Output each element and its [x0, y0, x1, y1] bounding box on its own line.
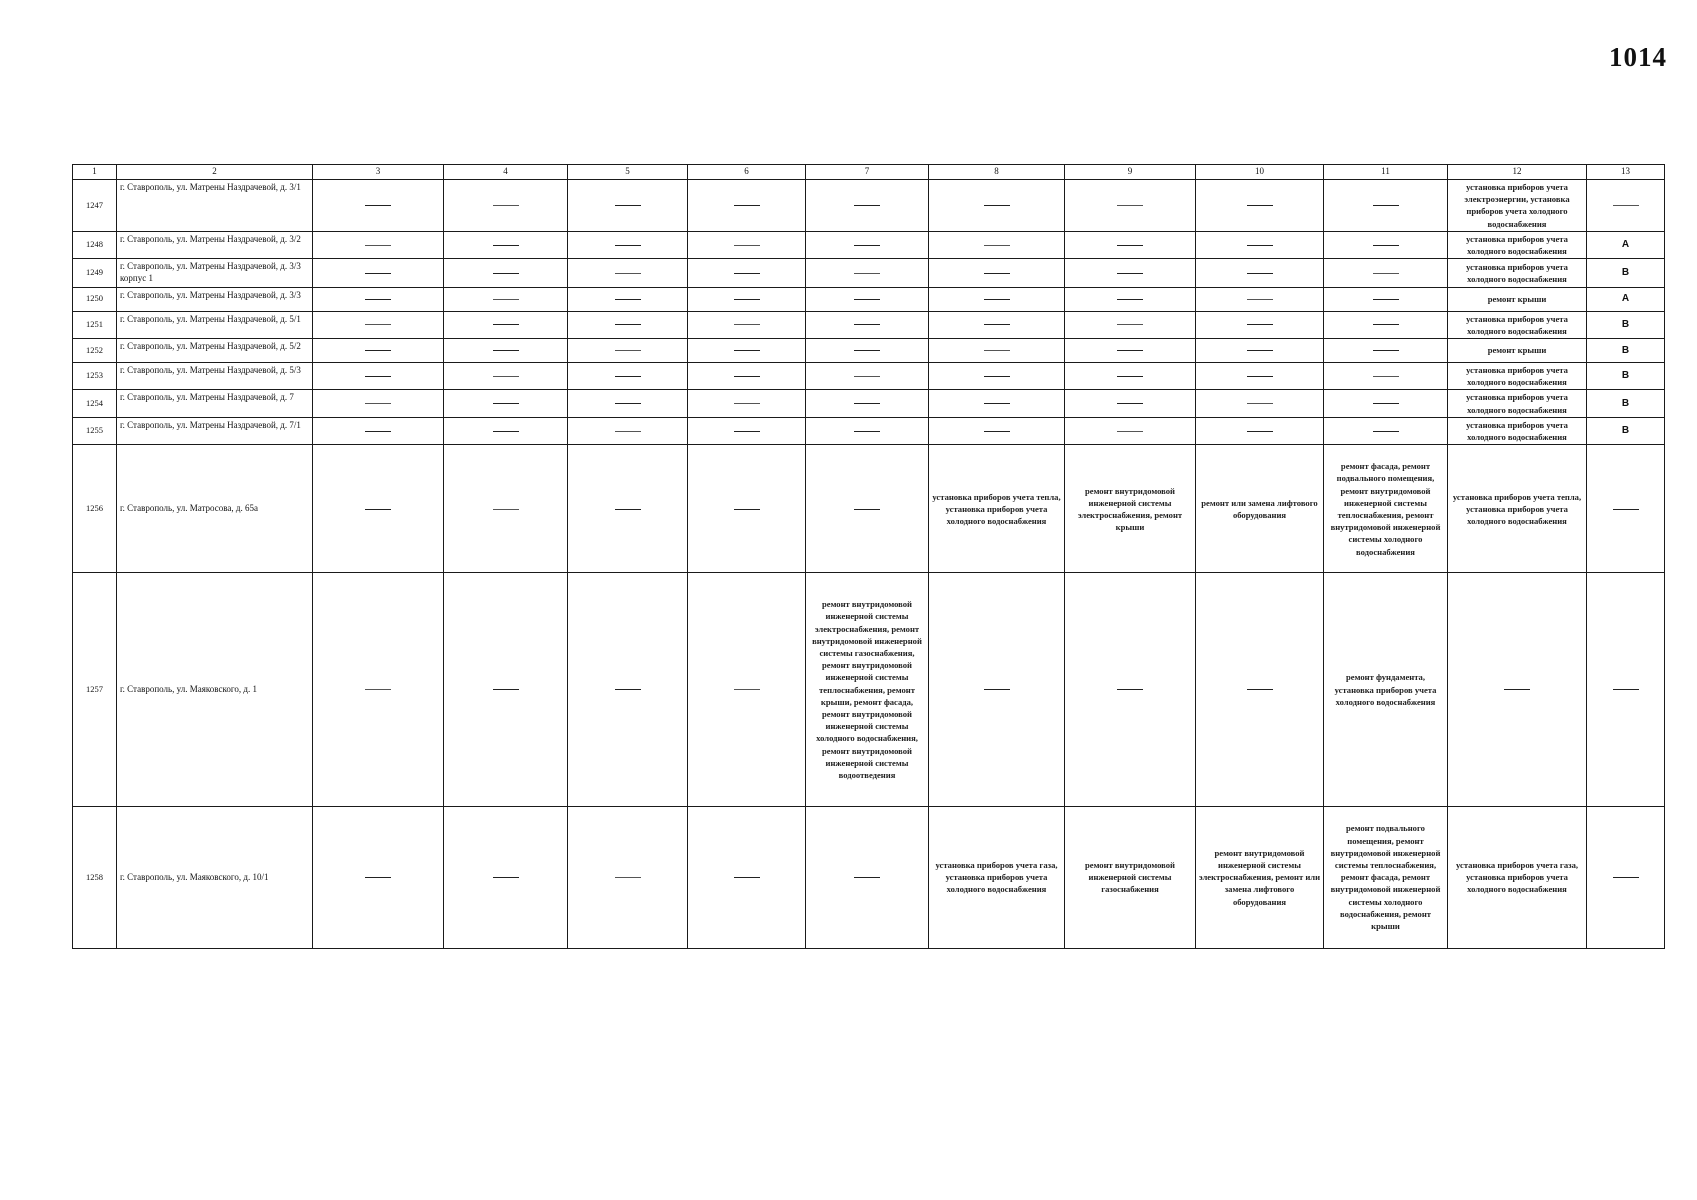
row-number-cell: 1248	[73, 231, 117, 258]
empty-cell	[806, 806, 929, 948]
table-row	[73, 231, 1665, 258]
empty-dash	[365, 350, 391, 351]
empty-dash	[615, 299, 641, 300]
empty-dash	[365, 245, 391, 246]
empty-cell	[929, 363, 1065, 390]
empty-cell	[688, 311, 806, 338]
empty-dash	[365, 299, 391, 300]
empty-cell	[1196, 573, 1324, 806]
work-cell: установка приборов учета холодного водоснабжения	[1448, 259, 1587, 287]
empty-dash	[365, 273, 391, 274]
empty-dash	[984, 299, 1010, 300]
header-cell: 9	[1065, 165, 1196, 180]
empty-dash	[1117, 689, 1143, 690]
empty-cell	[1065, 390, 1196, 417]
empty-cell	[568, 573, 688, 806]
empty-cell	[1065, 417, 1196, 444]
header-cell: 6	[688, 165, 806, 180]
empty-dash	[734, 509, 760, 510]
empty-cell	[444, 259, 568, 287]
header-cell: 11	[1324, 165, 1448, 180]
header-cell: 3	[313, 165, 444, 180]
empty-dash	[1247, 245, 1273, 246]
empty-cell	[929, 390, 1065, 417]
empty-cell	[688, 806, 806, 948]
work-cell: установка приборов учета тепла, установка приборов учета холодного водоснабжения	[1448, 445, 1587, 573]
empty-dash	[854, 350, 880, 351]
empty-dash	[734, 376, 760, 377]
empty-dash	[493, 350, 519, 351]
empty-cell	[568, 311, 688, 338]
empty-dash	[493, 877, 519, 878]
work-cell: установка приборов учета тепла, установка приборов учета холодного водоснабжения	[929, 445, 1065, 573]
empty-cell	[568, 363, 688, 390]
work-cell: ремонт крыши	[1448, 339, 1587, 363]
empty-cell	[1065, 573, 1196, 806]
empty-cell	[1587, 180, 1665, 232]
empty-dash	[734, 431, 760, 432]
category-cell: В	[1587, 259, 1665, 287]
empty-cell	[313, 180, 444, 232]
empty-cell	[1196, 390, 1324, 417]
row-number-cell: 1250	[73, 287, 117, 311]
empty-cell	[313, 806, 444, 948]
address-cell: г. Ставрополь, ул. Матрены Наздрачевой, д. 7	[117, 390, 313, 417]
empty-cell	[568, 259, 688, 287]
empty-cell	[806, 339, 929, 363]
empty-dash	[493, 299, 519, 300]
row-number-cell: 1247	[73, 180, 117, 232]
empty-dash	[734, 689, 760, 690]
header-cell: 7	[806, 165, 929, 180]
empty-dash	[1613, 877, 1639, 878]
empty-cell	[444, 417, 568, 444]
empty-cell	[313, 259, 444, 287]
empty-dash	[984, 350, 1010, 351]
header-cell: 4	[444, 165, 568, 180]
empty-cell	[568, 417, 688, 444]
empty-dash	[1247, 431, 1273, 432]
empty-cell	[1065, 180, 1196, 232]
work-cell: ремонт подвального помещения, ремонт внутридомовой инженерной системы теплоснабжения, ремонт фасада, ремонт внутридомовой инженерной системы холодного водоснабжения, ремонт крыши	[1324, 806, 1448, 948]
empty-cell	[444, 287, 568, 311]
empty-dash	[493, 431, 519, 432]
page-number: 1014	[1609, 42, 1667, 72]
category-cell: А	[1587, 231, 1665, 258]
empty-cell	[929, 311, 1065, 338]
empty-cell	[1065, 311, 1196, 338]
header-cell: 1	[73, 165, 117, 180]
work-cell: установка приборов учета электроэнергии, установка приборов учета холодного водоснабжения	[1448, 180, 1587, 232]
empty-cell	[688, 259, 806, 287]
empty-cell	[688, 287, 806, 311]
empty-dash	[1613, 205, 1639, 206]
row-number-cell: 1257	[73, 573, 117, 806]
table-row	[73, 180, 1665, 232]
empty-dash	[1117, 245, 1143, 246]
empty-dash	[734, 403, 760, 404]
empty-dash	[984, 689, 1010, 690]
empty-cell	[313, 573, 444, 806]
empty-dash	[1247, 324, 1273, 325]
empty-dash	[1117, 324, 1143, 325]
empty-cell	[313, 417, 444, 444]
empty-cell	[444, 573, 568, 806]
work-cell: ремонт крыши	[1448, 287, 1587, 311]
empty-dash	[1117, 205, 1143, 206]
empty-cell	[806, 231, 929, 258]
empty-cell	[806, 363, 929, 390]
empty-dash	[365, 509, 391, 510]
empty-cell	[929, 259, 1065, 287]
table-row	[73, 806, 1665, 948]
work-cell: ремонт внутридомовой инженерной системы электроснабжения, ремонт внутридомовой инженерной системы газоснабжения, ремонт внутридомовой инженерной системы теплоснабжения, ремонт крыши, ремонт фасада, ремонт внутридомовой инженерной системы холодного водоснабжения, ремонт внутридомовой инженерной системы водоотведения	[806, 573, 929, 806]
empty-dash	[734, 877, 760, 878]
empty-dash	[493, 403, 519, 404]
address-cell: г. Ставрополь, ул. Матрены Наздрачевой, д. 7/1	[117, 417, 313, 444]
empty-cell	[1065, 287, 1196, 311]
empty-dash	[984, 431, 1010, 432]
work-cell: ремонт фундамента, установка приборов учета холодного водоснабжения	[1324, 573, 1448, 806]
address-cell: г. Ставрополь, ул. Матрены Наздрачевой, д. 5/2	[117, 339, 313, 363]
empty-dash	[615, 403, 641, 404]
empty-dash	[734, 245, 760, 246]
empty-dash	[984, 324, 1010, 325]
empty-dash	[365, 403, 391, 404]
empty-cell	[313, 445, 444, 573]
empty-cell	[806, 445, 929, 573]
empty-dash	[734, 299, 760, 300]
empty-cell	[1196, 311, 1324, 338]
category-cell: В	[1587, 390, 1665, 417]
table-row	[73, 259, 1665, 287]
empty-dash	[984, 245, 1010, 246]
empty-dash	[493, 273, 519, 274]
work-cell: установка приборов учета холодного водоснабжения	[1448, 363, 1587, 390]
empty-cell	[1324, 180, 1448, 232]
empty-cell	[568, 287, 688, 311]
row-number-cell: 1254	[73, 390, 117, 417]
empty-dash	[1504, 689, 1530, 690]
empty-cell	[313, 390, 444, 417]
empty-dash	[1247, 273, 1273, 274]
empty-cell	[1587, 806, 1665, 948]
empty-cell	[688, 339, 806, 363]
row-number-cell: 1249	[73, 259, 117, 287]
empty-dash	[1247, 689, 1273, 690]
work-cell: установка приборов учета холодного водоснабжения	[1448, 417, 1587, 444]
empty-dash	[1247, 299, 1273, 300]
empty-cell	[313, 339, 444, 363]
header-cell: 5	[568, 165, 688, 180]
empty-dash	[1373, 403, 1399, 404]
empty-cell	[1196, 339, 1324, 363]
empty-dash	[854, 403, 880, 404]
header-cell: 12	[1448, 165, 1587, 180]
empty-cell	[806, 417, 929, 444]
empty-dash	[984, 205, 1010, 206]
empty-cell	[929, 573, 1065, 806]
table-row	[73, 287, 1665, 311]
row-number-cell: 1253	[73, 363, 117, 390]
empty-cell	[568, 390, 688, 417]
row-number-cell: 1251	[73, 311, 117, 338]
address-cell: г. Ставрополь, ул. Матрены Наздрачевой, д. 5/3	[117, 363, 313, 390]
work-cell: ремонт внутридомовой инженерной системы электроснабжения, ремонт крыши	[1065, 445, 1196, 573]
empty-dash	[1247, 376, 1273, 377]
category-cell: В	[1587, 311, 1665, 338]
empty-dash	[1373, 431, 1399, 432]
empty-dash	[615, 431, 641, 432]
address-cell: г. Ставрополь, ул. Матросова, д. 65а	[117, 445, 313, 573]
work-cell: установка приборов учета газа, установка приборов учета холодного водоснабжения	[1448, 806, 1587, 948]
empty-cell	[929, 417, 1065, 444]
empty-cell	[444, 180, 568, 232]
category-cell: А	[1587, 287, 1665, 311]
empty-cell	[313, 287, 444, 311]
empty-dash	[365, 324, 391, 325]
empty-cell	[688, 231, 806, 258]
empty-dash	[1117, 403, 1143, 404]
empty-cell	[1065, 259, 1196, 287]
header-cell: 2	[117, 165, 313, 180]
empty-dash	[1247, 205, 1273, 206]
header-row	[73, 165, 1665, 180]
empty-cell	[806, 259, 929, 287]
empty-dash	[984, 403, 1010, 404]
row-number-cell: 1255	[73, 417, 117, 444]
empty-dash	[854, 299, 880, 300]
table-row	[73, 339, 1665, 363]
address-cell: г. Ставрополь, ул. Матрены Наздрачевой, д. 3/2	[117, 231, 313, 258]
empty-cell	[1196, 417, 1324, 444]
empty-dash	[1117, 350, 1143, 351]
empty-cell	[1324, 259, 1448, 287]
table-row	[73, 390, 1665, 417]
empty-dash	[365, 376, 391, 377]
empty-dash	[1373, 324, 1399, 325]
empty-cell	[688, 180, 806, 232]
empty-dash	[493, 324, 519, 325]
empty-dash	[984, 273, 1010, 274]
empty-dash	[734, 350, 760, 351]
category-cell: В	[1587, 417, 1665, 444]
empty-cell	[1324, 339, 1448, 363]
header-cell: 13	[1587, 165, 1665, 180]
empty-dash	[493, 509, 519, 510]
empty-dash	[493, 376, 519, 377]
work-cell: установка приборов учета холодного водоснабжения	[1448, 311, 1587, 338]
empty-cell	[1065, 363, 1196, 390]
empty-cell	[1587, 573, 1665, 806]
empty-dash	[365, 205, 391, 206]
empty-cell	[1196, 259, 1324, 287]
work-cell: ремонт фасада, ремонт подвального помещения, ремонт внутридомовой инженерной системы теплоснабжения, ремонт внутридомовой инженерной системы холодного водоснабжения	[1324, 445, 1448, 573]
empty-cell	[929, 231, 1065, 258]
empty-dash	[1117, 376, 1143, 377]
empty-dash	[615, 509, 641, 510]
empty-dash	[615, 273, 641, 274]
empty-dash	[1117, 299, 1143, 300]
empty-dash	[1117, 273, 1143, 274]
empty-dash	[365, 689, 391, 690]
empty-dash	[615, 324, 641, 325]
row-number-cell: 1252	[73, 339, 117, 363]
table-row	[73, 417, 1665, 444]
empty-cell	[444, 231, 568, 258]
empty-cell	[688, 573, 806, 806]
empty-dash	[1247, 350, 1273, 351]
header-cell: 10	[1196, 165, 1324, 180]
empty-dash	[734, 205, 760, 206]
empty-cell	[1324, 363, 1448, 390]
empty-dash	[854, 431, 880, 432]
work-cell: ремонт внутридомовой инженерной системы электроснабжения, ремонт или замена лифтового оборудования	[1196, 806, 1324, 948]
empty-dash	[1373, 273, 1399, 274]
address-cell: г. Ставрополь, ул. Маяковского, д. 1	[117, 573, 313, 806]
empty-dash	[1373, 245, 1399, 246]
empty-dash	[854, 273, 880, 274]
empty-dash	[734, 273, 760, 274]
empty-cell	[568, 231, 688, 258]
empty-dash	[615, 245, 641, 246]
empty-cell	[444, 445, 568, 573]
empty-dash	[854, 245, 880, 246]
empty-dash	[493, 245, 519, 246]
empty-cell	[568, 806, 688, 948]
repair-program-table	[72, 164, 1665, 949]
empty-cell	[444, 311, 568, 338]
empty-cell	[806, 287, 929, 311]
empty-cell	[688, 417, 806, 444]
empty-dash	[1373, 376, 1399, 377]
empty-cell	[313, 311, 444, 338]
work-cell: установка приборов учета газа, установка приборов учета холодного водоснабжения	[929, 806, 1065, 948]
empty-dash	[615, 689, 641, 690]
empty-dash	[1613, 509, 1639, 510]
empty-cell	[929, 287, 1065, 311]
empty-cell	[1065, 339, 1196, 363]
table-row	[73, 311, 1665, 338]
empty-dash	[734, 324, 760, 325]
empty-cell	[1065, 231, 1196, 258]
empty-cell	[1196, 363, 1324, 390]
table-row	[73, 445, 1665, 573]
empty-dash	[615, 205, 641, 206]
empty-cell	[444, 339, 568, 363]
empty-dash	[854, 205, 880, 206]
address-cell: г. Ставрополь, ул. Матрены Наздрачевой, д. 3/3	[117, 287, 313, 311]
table-row	[73, 573, 1665, 806]
category-cell: В	[1587, 339, 1665, 363]
category-cell: В	[1587, 363, 1665, 390]
empty-cell	[1324, 231, 1448, 258]
empty-cell	[444, 390, 568, 417]
empty-dash	[365, 431, 391, 432]
empty-dash	[1373, 299, 1399, 300]
work-cell: ремонт внутридомовой инженерной системы газоснабжения	[1065, 806, 1196, 948]
empty-cell	[806, 180, 929, 232]
empty-cell	[929, 180, 1065, 232]
empty-cell	[1324, 390, 1448, 417]
address-cell: г. Ставрополь, ул. Матрены Наздрачевой, д. 3/1	[117, 180, 313, 232]
row-number-cell: 1258	[73, 806, 117, 948]
row-number-cell: 1256	[73, 445, 117, 573]
empty-cell	[444, 806, 568, 948]
empty-dash	[493, 689, 519, 690]
empty-dash	[984, 376, 1010, 377]
empty-cell	[313, 363, 444, 390]
empty-cell	[1196, 180, 1324, 232]
empty-cell	[688, 390, 806, 417]
empty-dash	[854, 877, 880, 878]
address-cell: г. Ставрополь, ул. Матрены Наздрачевой, д. 5/1	[117, 311, 313, 338]
work-cell: установка приборов учета холодного водоснабжения	[1448, 390, 1587, 417]
empty-cell	[688, 363, 806, 390]
empty-cell	[568, 339, 688, 363]
empty-cell	[1324, 287, 1448, 311]
empty-dash	[365, 877, 391, 878]
empty-cell	[444, 363, 568, 390]
empty-dash	[1117, 431, 1143, 432]
empty-cell	[806, 311, 929, 338]
empty-dash	[493, 205, 519, 206]
empty-dash	[615, 376, 641, 377]
empty-cell	[1196, 231, 1324, 258]
empty-cell	[568, 180, 688, 232]
empty-dash	[615, 877, 641, 878]
empty-dash	[1373, 350, 1399, 351]
empty-dash	[854, 324, 880, 325]
empty-dash	[1373, 205, 1399, 206]
empty-dash	[854, 509, 880, 510]
empty-dash	[854, 376, 880, 377]
empty-dash	[1613, 689, 1639, 690]
address-cell: г. Ставрополь, ул. Матрены Наздрачевой, д. 3/3 корпус 1	[117, 259, 313, 287]
empty-cell	[1587, 445, 1665, 573]
empty-cell	[929, 339, 1065, 363]
empty-cell	[1196, 287, 1324, 311]
empty-cell	[688, 445, 806, 573]
work-cell: ремонт или замена лифтового оборудования	[1196, 445, 1324, 573]
empty-dash	[615, 350, 641, 351]
empty-cell	[313, 231, 444, 258]
address-cell: г. Ставрополь, ул. Маяковского, д. 10/1	[117, 806, 313, 948]
empty-cell	[568, 445, 688, 573]
empty-dash	[1247, 403, 1273, 404]
empty-cell	[1448, 573, 1587, 806]
empty-cell	[1324, 311, 1448, 338]
work-cell: установка приборов учета холодного водоснабжения	[1448, 231, 1587, 258]
empty-cell	[806, 390, 929, 417]
header-cell: 8	[929, 165, 1065, 180]
empty-cell	[1324, 417, 1448, 444]
table-row	[73, 363, 1665, 390]
